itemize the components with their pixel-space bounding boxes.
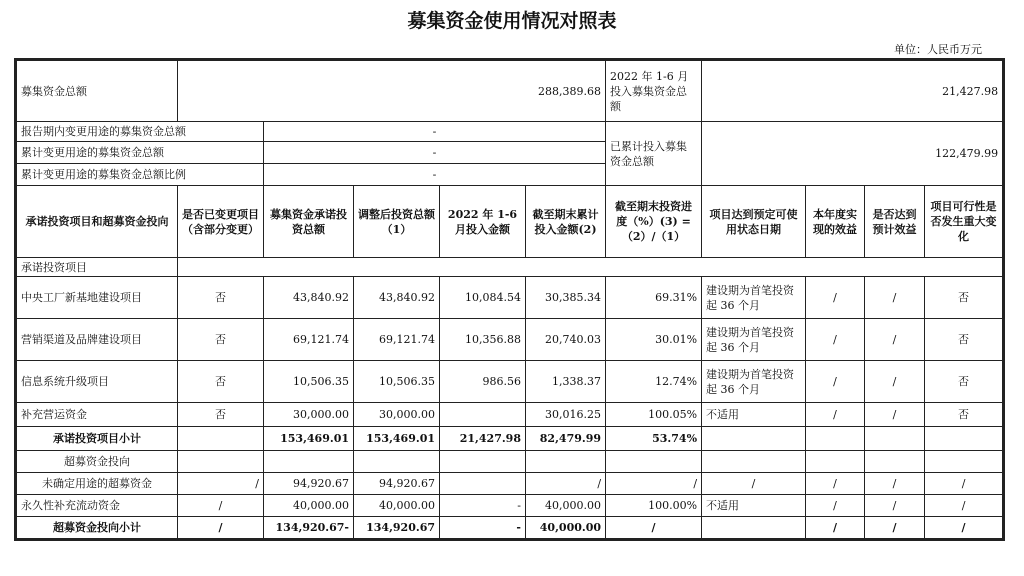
period-cell — [440, 403, 526, 427]
cum-cell: 30,016.25 — [526, 403, 606, 427]
adjusted-cell: 153,469.01 — [354, 427, 440, 451]
committed-cell: 69,121.74 — [264, 319, 354, 361]
col-header: 调整后投资总额（1） — [354, 186, 440, 258]
adjusted-cell: 134,920.67 — [354, 517, 440, 539]
reached-cell: / — [865, 319, 925, 361]
period-cell: 10,084.54 — [440, 277, 526, 319]
period-cell — [440, 473, 526, 495]
benefit-cell: / — [806, 473, 865, 495]
date-cell — [702, 517, 806, 539]
changed-cell: 否 — [178, 319, 264, 361]
period-cell: - — [440, 517, 526, 539]
col-header: 项目可行性是否发生重大变化 — [925, 186, 1003, 258]
progress-cell: / — [606, 517, 702, 539]
cum-cell: 40,000.00 — [526, 495, 606, 517]
benefit-cell: / — [806, 319, 865, 361]
project-name: 中央工厂新基地建设项目 — [17, 277, 178, 319]
feasible-cell: 否 — [925, 403, 1003, 427]
feasible-cell: / — [925, 473, 1003, 495]
project-name: 补充营运资金 — [17, 403, 178, 427]
changed-cell: / — [178, 473, 264, 495]
changed-cell: 否 — [178, 277, 264, 319]
column-header-row — [17, 186, 1003, 258]
cum-cell: 1,338.37 — [526, 361, 606, 403]
progress-cell: 100.00% — [606, 495, 702, 517]
committed-cell: 94,920.67 — [264, 473, 354, 495]
section-label: 承诺投资项目 — [17, 258, 178, 277]
date-cell: 建设期为首笔投资起 36 个月 — [702, 319, 806, 361]
benefit-cell: / — [806, 495, 865, 517]
feasible-cell — [925, 427, 1003, 451]
col-header: 本年度实现的效益 — [806, 186, 865, 258]
subtotal-row — [17, 427, 1003, 451]
col-header: 承诺投资项目和超募资金投向 — [17, 186, 178, 258]
progress-cell: 100.05% — [606, 403, 702, 427]
period-label: 2022 年 1-6 月投入募集资金总额 — [606, 61, 702, 122]
project-name: 营销渠道及品牌建设项目 — [17, 319, 178, 361]
table-row — [17, 319, 1003, 361]
changed-cell: 否 — [178, 361, 264, 403]
total-label: 募集资金总额 — [17, 61, 178, 122]
cum-cell: 82,479.99 — [526, 427, 606, 451]
cum-ratio-value: - — [264, 164, 606, 186]
period-cell: - — [440, 495, 526, 517]
table-row — [17, 361, 1003, 403]
table-row — [17, 473, 1003, 495]
period-value: 21,427.98 — [702, 61, 1003, 122]
col-header: 是否达到预计效益 — [865, 186, 925, 258]
date-cell — [702, 427, 806, 451]
progress-cell: 69.31% — [606, 277, 702, 319]
table-row — [17, 495, 1003, 517]
table-row — [17, 403, 1003, 427]
benefit-cell: / — [806, 361, 865, 403]
subtotal-row — [17, 517, 1003, 539]
total-value: 288,389.68 — [178, 61, 606, 122]
cum-invested-value: 122,479.99 — [702, 122, 1003, 186]
cum-cell: 30,385.34 — [526, 277, 606, 319]
committed-cell: 153,469.01 — [264, 427, 354, 451]
section-label: 超募资金投向 — [17, 451, 178, 473]
section-row — [17, 258, 1003, 277]
adjusted-cell: 40,000.00 — [354, 495, 440, 517]
progress-cell: 53.74% — [606, 427, 702, 451]
reached-cell — [865, 427, 925, 451]
project-name: 未确定用途的超募资金 — [17, 473, 178, 495]
adjusted-cell: 69,121.74 — [354, 319, 440, 361]
progress-cell: 30.01% — [606, 319, 702, 361]
committed-cell: 43,840.92 — [264, 277, 354, 319]
period-cell: 986.56 — [440, 361, 526, 403]
adjusted-cell: 10,506.35 — [354, 361, 440, 403]
feasible-cell: 否 — [925, 319, 1003, 361]
date-cell: 建设期为首笔投资起 36 个月 — [702, 361, 806, 403]
feasible-cell: / — [925, 517, 1003, 539]
project-name: 永久性补充流动资金 — [17, 495, 178, 517]
adjusted-cell: 30,000.00 — [354, 403, 440, 427]
date-cell: 不适用 — [702, 495, 806, 517]
benefit-cell — [806, 427, 865, 451]
date-cell: 建设期为首笔投资起 36 个月 — [702, 277, 806, 319]
table-row — [17, 277, 1003, 319]
period-cell: 21,427.98 — [440, 427, 526, 451]
cum-cell: 20,740.03 — [526, 319, 606, 361]
reached-cell: / — [865, 473, 925, 495]
subtotal-label: 超募资金投向小计 — [17, 517, 178, 539]
feasible-cell: 否 — [925, 361, 1003, 403]
reached-cell: / — [865, 495, 925, 517]
reached-cell: / — [865, 277, 925, 319]
cum-ratio-label: 累计变更用途的募集资金总额比例 — [17, 164, 264, 186]
date-cell: 不适用 — [702, 403, 806, 427]
benefit-cell: / — [806, 517, 865, 539]
changed-cell: / — [178, 517, 264, 539]
progress-cell: 12.74% — [606, 361, 702, 403]
fund-usage-table — [16, 60, 1003, 539]
committed-cell: 30,000.00 — [264, 403, 354, 427]
reached-cell: / — [865, 403, 925, 427]
section-row — [17, 451, 1003, 473]
col-header: 截至期末投资进度（%）(3) =（2）/（1） — [606, 186, 702, 258]
subtotal-label: 承诺投资项目小计 — [17, 427, 178, 451]
adjusted-cell: 43,840.92 — [354, 277, 440, 319]
date-cell: / — [702, 473, 806, 495]
col-header: 项目达到预定可使用状态日期 — [702, 186, 806, 258]
cum-invested-label: 已累计投入募集资金总额 — [606, 122, 702, 186]
unit-label: 单位：人民币万元 — [894, 43, 982, 56]
cum-changed-label: 累计变更用途的募集资金总额 — [17, 142, 264, 164]
cum-cell: 40,000.00 — [526, 517, 606, 539]
project-name: 信息系统升级项目 — [17, 361, 178, 403]
committed-cell: 134,920.67- — [264, 517, 354, 539]
cum-changed-value: - — [264, 142, 606, 164]
committed-cell: 10,506.35 — [264, 361, 354, 403]
benefit-cell: / — [806, 277, 865, 319]
col-header: 是否已变更项目（含部分变更） — [178, 186, 264, 258]
changed-value: - — [264, 122, 606, 142]
col-header: 2022 年 1-6 月投入金额 — [440, 186, 526, 258]
progress-cell: / — [606, 473, 702, 495]
feasible-cell: 否 — [925, 277, 1003, 319]
col-header: 募集资金承诺投资总额 — [264, 186, 354, 258]
col-header: 截至期末累计投入金额(2) — [526, 186, 606, 258]
benefit-cell: / — [806, 403, 865, 427]
changed-cell — [178, 427, 264, 451]
summary-row-changed — [17, 122, 1003, 142]
changed-cell: / — [178, 495, 264, 517]
page-title: 募集资金使用情况对照表 — [407, 10, 617, 32]
reached-cell: / — [865, 361, 925, 403]
cum-cell: / — [526, 473, 606, 495]
adjusted-cell: 94,920.67 — [354, 473, 440, 495]
feasible-cell: / — [925, 495, 1003, 517]
reached-cell: / — [865, 517, 925, 539]
changed-cell: 否 — [178, 403, 264, 427]
summary-row-total — [17, 61, 1003, 122]
changed-label: 报告期内变更用途的募集资金总额 — [17, 122, 264, 142]
period-cell: 10,356.88 — [440, 319, 526, 361]
committed-cell: 40,000.00 — [264, 495, 354, 517]
